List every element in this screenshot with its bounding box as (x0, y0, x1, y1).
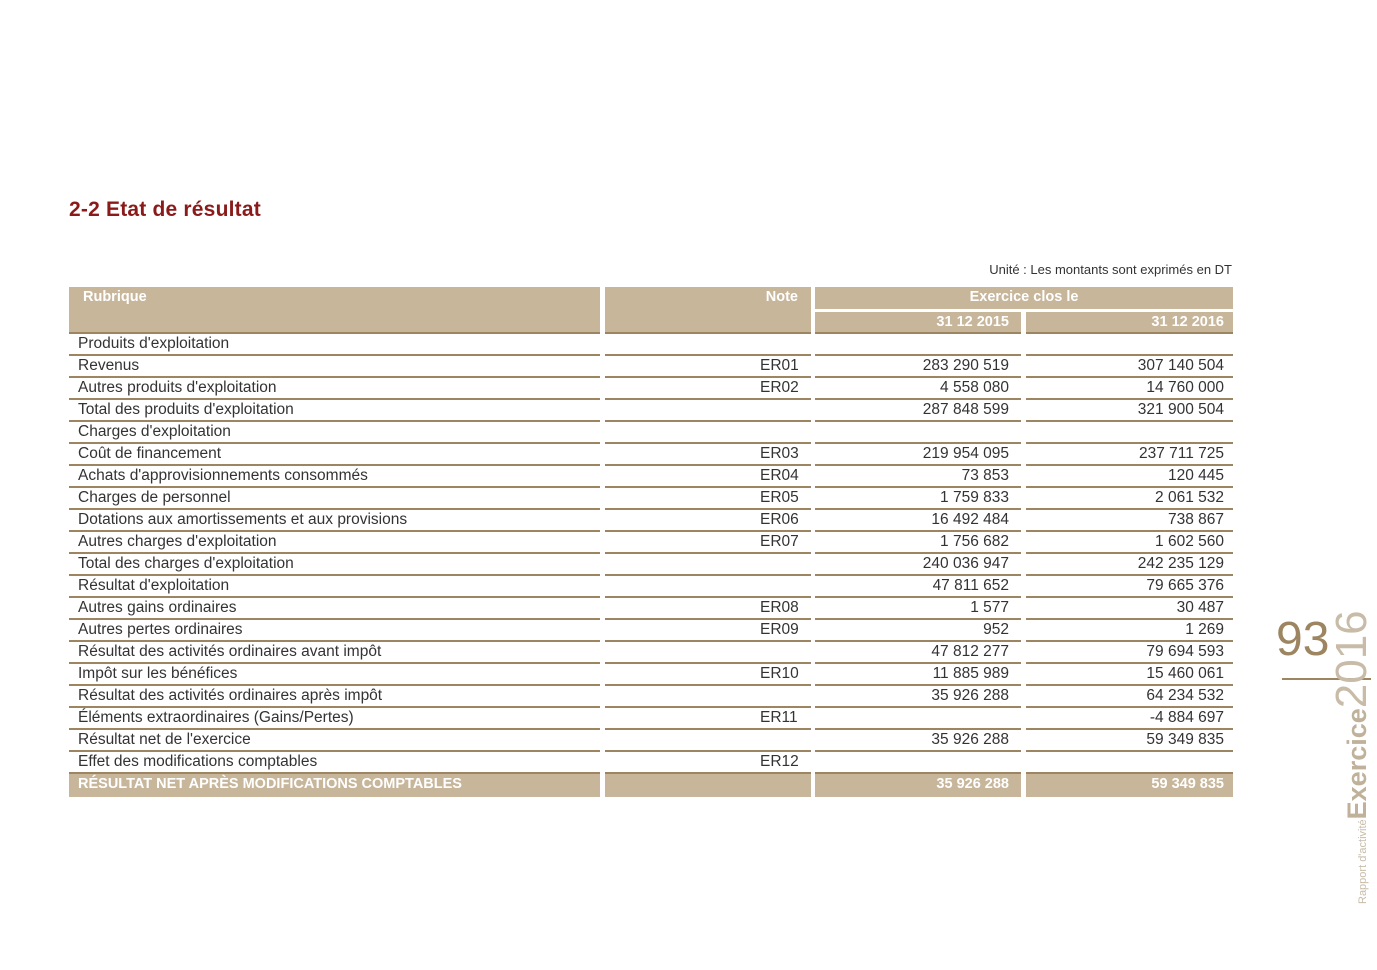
header-rubrique: Rubrique (69, 287, 600, 334)
row-value-2015 (815, 752, 1021, 774)
header-note: Note (605, 287, 811, 334)
row-note: ER08 (605, 598, 811, 620)
row-value-2015: 1 759 833 (815, 488, 1021, 510)
row-value-2016: 1 269 (1026, 620, 1233, 642)
page-number: 93 (1276, 613, 1330, 666)
row-label: Autres charges d'exploitation (69, 532, 600, 554)
row-value-2015: 283 290 519 (815, 356, 1021, 378)
row-value-2015 (815, 422, 1021, 444)
row-value-2016: 321 900 504 (1026, 400, 1233, 422)
row-note: ER12 (605, 752, 811, 774)
year-label: 2016 (1327, 610, 1376, 709)
row-note: ER11 (605, 708, 811, 730)
row-value-2016: 59 349 835 (1026, 730, 1233, 752)
table-row (69, 554, 1233, 576)
table-row (69, 510, 1233, 532)
row-value-2015: 1 577 (815, 598, 1021, 620)
row-value-2016 (1026, 752, 1233, 774)
row-value-2015: 35 926 288 (815, 730, 1021, 752)
row-label: Résultat net de l'exercice (69, 730, 600, 752)
row-note (605, 334, 811, 356)
row-value-2015: 73 853 (815, 466, 1021, 488)
row-label: Effet des modifications comptables (69, 752, 600, 774)
row-value-2015: 47 812 277 (815, 642, 1021, 664)
row-label: Total des produits d'exploitation (69, 400, 600, 422)
final-result-row (69, 774, 1233, 796)
row-value-2016: 79 694 593 (1026, 642, 1233, 664)
table-row (69, 686, 1233, 708)
row-value-2015: 11 885 989 (815, 664, 1021, 686)
table-row (69, 334, 1233, 356)
row-note (605, 576, 811, 598)
row-value-2016: 79 665 376 (1026, 576, 1233, 598)
row-label: Autres produits d'exploitation (69, 378, 600, 400)
row-label: Total des charges d'exploitation (69, 554, 600, 576)
row-value-2015 (815, 334, 1021, 356)
row-value-2016: 242 235 129 (1026, 554, 1233, 576)
section-title: 2-2 Etat de résultat (69, 198, 261, 221)
row-label: Charges d'exploitation (69, 422, 600, 444)
row-value-2015: 4 558 080 (815, 378, 1021, 400)
row-note (605, 730, 811, 752)
row-value-2016: 120 445 (1026, 466, 1233, 488)
row-note: ER04 (605, 466, 811, 488)
final-row-label: RÉSULTAT NET APRÈS MODIFICATIONS COMPTABLES (69, 774, 600, 797)
row-note: ER01 (605, 356, 811, 378)
unit-note: Unité : Les montants sont exprimés en DT (989, 262, 1232, 277)
row-value-2015: 952 (815, 620, 1021, 642)
row-note: ER02 (605, 378, 811, 400)
row-value-2015: 240 036 947 (815, 554, 1021, 576)
row-note (605, 642, 811, 664)
row-note: ER05 (605, 488, 811, 510)
row-label: Achats d'approvisionnements consommés (69, 466, 600, 488)
row-note: ER07 (605, 532, 811, 554)
row-note (605, 400, 811, 422)
row-label: Résultat des activités ordinaires avant impôt (69, 642, 600, 664)
row-value-2015: 47 811 652 (815, 576, 1021, 598)
row-value-2016 (1026, 334, 1233, 356)
row-value-2016: 15 460 061 (1026, 664, 1233, 686)
table-row (69, 400, 1233, 422)
row-value-2016: 30 487 (1026, 598, 1233, 620)
header-year-2015: 31 12 2015 (815, 312, 1021, 334)
table-row (69, 708, 1233, 730)
table-row (69, 466, 1233, 488)
row-label: Résultat des activités ordinaires après impôt (69, 686, 600, 708)
table-row (69, 576, 1233, 598)
row-label: Éléments extraordinaires (Gains/Pertes) (69, 708, 600, 730)
row-label: Dotations aux amortissements et aux provisions (69, 510, 600, 532)
table-row (69, 664, 1233, 686)
row-label: Autres gains ordinaires (69, 598, 600, 620)
income-statement-table (69, 287, 1233, 796)
row-label: Impôt sur les bénéfices (69, 664, 600, 686)
table-body (69, 334, 1233, 774)
row-value-2015: 219 954 095 (815, 444, 1021, 466)
row-label: Charges de personnel (69, 488, 600, 510)
row-value-2016: 2 061 532 (1026, 488, 1233, 510)
table-row (69, 488, 1233, 510)
row-value-2016: 64 234 532 (1026, 686, 1233, 708)
table-row (69, 356, 1233, 378)
table-row (69, 642, 1233, 664)
row-label: Revenus (69, 356, 600, 378)
row-value-2016: 307 140 504 (1026, 356, 1233, 378)
table-row (69, 730, 1233, 752)
row-value-2015: 16 492 484 (815, 510, 1021, 532)
row-label: Autres pertes ordinaires (69, 620, 600, 642)
row-note: ER06 (605, 510, 811, 532)
final-row-note (605, 774, 811, 797)
table-header (69, 287, 1233, 334)
row-value-2015: 1 756 682 (815, 532, 1021, 554)
row-value-2016 (1026, 422, 1233, 444)
row-value-2016: 738 867 (1026, 510, 1233, 532)
vertical-report-label (1327, 610, 1377, 904)
table-row (69, 752, 1233, 774)
table-row (69, 422, 1233, 444)
row-value-2016: 237 711 725 (1026, 444, 1233, 466)
header-year-2016: 31 12 2016 (1026, 312, 1233, 334)
exercice-label: Exercice (1342, 708, 1372, 820)
header-exercise: Exercice clos le (815, 287, 1233, 309)
row-value-2016: 1 602 560 (1026, 532, 1233, 554)
row-note (605, 554, 811, 576)
row-value-2015: 35 926 288 (815, 686, 1021, 708)
table-row (69, 444, 1233, 466)
row-note: ER10 (605, 664, 811, 686)
row-note: ER03 (605, 444, 811, 466)
table-row (69, 620, 1233, 642)
table-row (69, 532, 1233, 554)
table-row (69, 378, 1233, 400)
row-value-2015: 287 848 599 (815, 400, 1021, 422)
row-note: ER09 (605, 620, 811, 642)
final-row-2016: 59 349 835 (1026, 774, 1233, 797)
table-row (69, 598, 1233, 620)
row-note (605, 686, 811, 708)
row-value-2015 (815, 708, 1021, 730)
row-note (605, 422, 811, 444)
row-label: Résultat d'exploitation (69, 576, 600, 598)
row-label: Produits d'exploitation (69, 334, 600, 356)
row-value-2016: 14 760 000 (1026, 378, 1233, 400)
final-row-2015: 35 926 288 (815, 774, 1021, 797)
row-label: Coût de financement (69, 444, 600, 466)
report-label: Rapport d'activité (1357, 819, 1369, 904)
row-value-2016: -4 884 697 (1026, 708, 1233, 730)
